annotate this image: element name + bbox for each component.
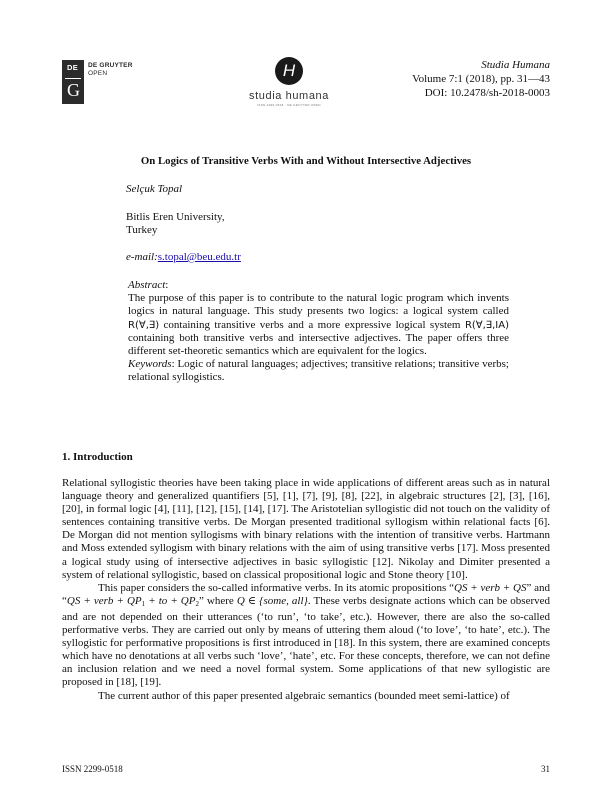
paper-title: On Logics of Transitive Verbs With and Without Intersective Adjectives <box>140 155 472 167</box>
abstract-label: Abstract <box>128 279 166 291</box>
volume-info: Volume 7:1 (2018), pp. 31—43 <box>412 73 550 85</box>
footer-issn: ISSN 2299-0518 <box>62 764 123 774</box>
paragraph: Relational syllogistic theories have been taking place in wide applications of different areas such as in natural language theory and generalized quantifiers [5], [1], [7], [9], [8], [22], in algebraic structures [2], [3], [16], [20], in formal logic [4], [11], [12], [15], [14], [17]. The Aristotelian syllogistic did not touch on the validity of sentences containing transitive verbs. De Morgan presented traditional syllogism within relational facts [6]. De Morgan did not mention syllogisms with binary relations with the intention of transitive verbs. Hartmann and Moss extended syllogism with binary relations with the aim of using transitive verbs [17]. Moss presented a logical study using of intersective adjectives in basic syllogistic [12]. Nikolay and Dimiter presented a system of relational syllogistic, based on classical propositional logic and Stone theory [10]. <box>62 477 550 581</box>
publisher-logo <box>62 60 133 104</box>
author-name: Selçuk Topal <box>126 183 183 195</box>
doi: DOI: 10.2478/sh-2018-0003 <box>424 87 550 99</box>
page-number: 31 <box>541 764 550 774</box>
author-email: e-mail:s.topal@beu.edu.tr <box>126 251 241 263</box>
journal-logo-name: studia humana <box>249 90 329 102</box>
journal-name: Studia Humana <box>481 59 550 71</box>
journal-logo-tagline: ISSN 2299-0518 · DE GRUYTER OPEN <box>257 103 321 107</box>
formula-r-ia: R(∀,∃,IA) <box>464 319 509 331</box>
journal-header <box>412 58 550 100</box>
body-text <box>62 477 550 703</box>
abstract: Abstract: The purpose of this paper is to contribute to the natural logic program which invents logics in natural language. This study presents two logics: a logical system called R(∀,∃) containing transitive verbs and a more expressive logical system R(∀,∃,IA) containing both transitive verbs and intersective adjectives. The paper offers three different set-theoretic semantics which are equivalent for the logics. Keywords: Logic of natural languages; adjectives; transitive relations; transitive verbs; relational syllogistics. <box>128 279 509 384</box>
journal-logo <box>244 57 334 107</box>
publisher-logo-mark: DE G <box>62 60 84 104</box>
paragraph: The current author of this paper presented algebraic semantics (bounded meet semi-lattice) of <box>98 689 510 702</box>
keywords: Keywords: Logic of natural languages; adjectives; transitive relations; transitive verbs; relational syllogistics. <box>128 358 509 384</box>
abstract-text: The purpose of this paper is to contribute to the natural logic program which invents logics in natural language. This study presents two logics: a logical system called R(∀,∃) containing transitive verbs and a more expressive logical system R(∀,∃,IA) containing both transitive verbs and intersective adjectives. The paper offers three different set-theoretic semantics which are equivalent for the logics. <box>128 292 509 358</box>
affiliation: Bitlis Eren University, Turkey <box>126 211 225 236</box>
email-link[interactable]: s.topal@beu.edu.tr <box>157 251 241 263</box>
section-heading: 1. Introduction <box>62 451 133 463</box>
formula-r: R(∀,∃) <box>128 319 160 331</box>
publisher-name: DE GRUYTER OPEN <box>88 62 133 77</box>
paragraph: This paper considers the so-called informative verbs. In its atomic propositions “QS + verb + QS” and “QS + verb + $QP_1$ + to + $QP_2$” where Q ∈ {some, all}. These verbs designate actions which can be observed and are not depended on their utterances (‘to run’, ‘to take’, etc.). However, there are also the so-called performative verbs. They are carried out only by means of uttering them aloud (‘to love’, ‘to hate’, etc.). The syllogistic for performative propositions is first introduced in [18]. In this system, there are examined concepts which have no denotations at all verbs such ‘love’, ‘hate’, etc. For these concepts, therefore, we can not define an inclusion relation and we need a novel formal system. Some applications of that new syllogistic are proposed in [18], [19]. <box>62 581 551 689</box>
journal-logo-icon: H <box>275 57 303 85</box>
